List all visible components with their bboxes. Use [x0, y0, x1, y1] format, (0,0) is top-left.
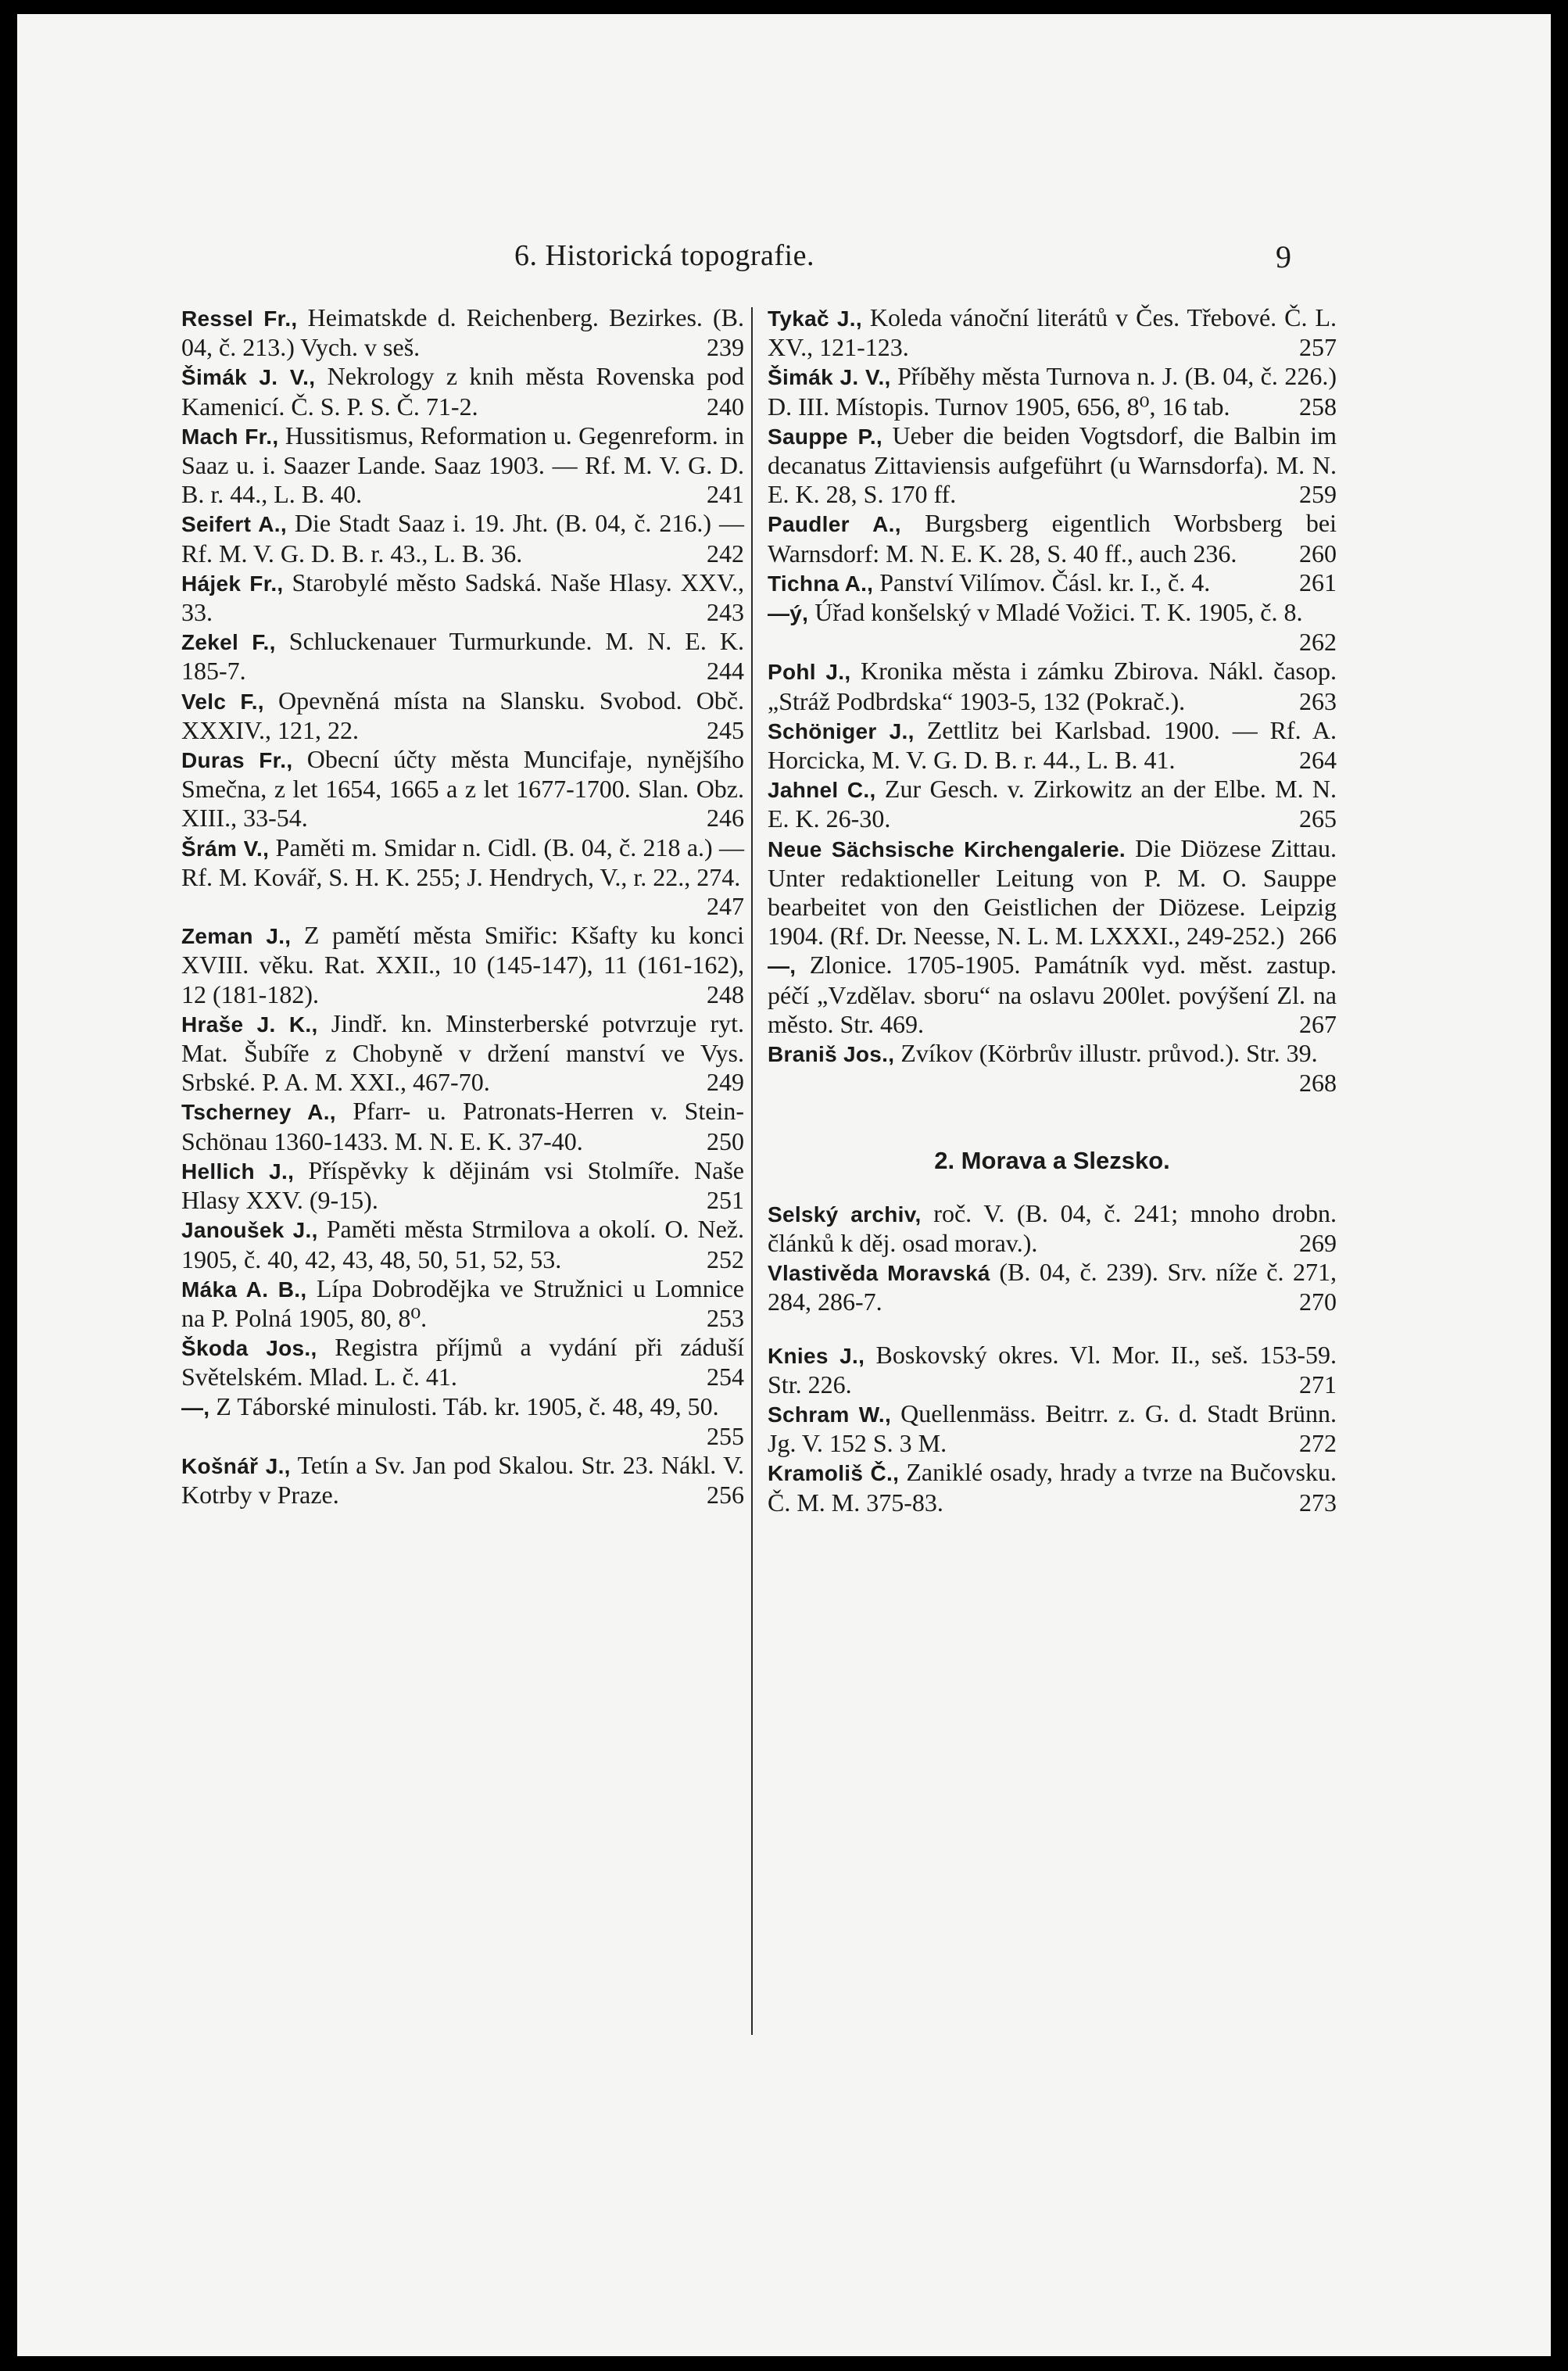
entry-number: 258 [1299, 392, 1337, 421]
entry-number: 271 [1299, 1370, 1337, 1399]
entry-author: Pohl J., [768, 660, 851, 685]
entry-author: Šrám V., [181, 836, 270, 861]
entry-number: 248 [707, 980, 744, 1008]
entry-number: 253 [707, 1303, 744, 1332]
running-title: 6. Historická topografie. [514, 239, 814, 272]
bibliography-entry [181, 686, 744, 745]
bibliography-entry [181, 1215, 744, 1273]
entry-text: (B. 04, č. 239). Srv. níže č. 271, 284, 286-7. [768, 1258, 1337, 1316]
bibliography-entry [181, 833, 744, 922]
entry-author: Schöniger J., [768, 718, 915, 743]
entry-number: 263 [1299, 686, 1337, 715]
entry-text: roč. V. (B. 04, č. 241; mnoho drobn. článků k děj. osad morav.). [768, 1198, 1337, 1257]
entry-number: 266 [1299, 922, 1337, 951]
entry-number: 268 [1299, 1069, 1337, 1098]
bibliography-entry [768, 951, 1337, 1039]
entry-text: Paměti města Strmilova a okolí. O. Než. 1905, č. 40, 42, 43, 48, 50, 51, 52, 53. [181, 1215, 745, 1273]
entry-author: Košnář J., [181, 1453, 291, 1478]
entry-number: 262 [1299, 628, 1337, 657]
entry-text: Boskovský okres. Vl. Mor. II., seš. 153-59. Str. 226. [768, 1340, 1337, 1399]
entry-text: Heimatskde d. Reichenberg. Bezirkes. (B. 04, č. 213.) Vych. v seš. [181, 303, 745, 362]
bibliography-entry [181, 921, 744, 1009]
entry-number: 256 [707, 1481, 744, 1510]
entry-text: Hussitismus, Reformation u. Gegenreform. in Saaz u. i. Saazer Lande. Saaz 1903. — Rf. M. V. G. D. B. r. 44., L. B. 40. [181, 421, 745, 509]
entry-author: Hájek Fr., [181, 571, 284, 596]
entry-author: —, [768, 954, 797, 979]
entry-text: Schluckenauer Turmurkunde. M. N. E. K. 185-7. [181, 627, 745, 686]
entry-number: 239 [707, 333, 744, 362]
entry-author: Schram W., [768, 1402, 892, 1427]
entry-text: Příspěvky k dějinám vsi Stolmíře. Naše Hlasy XXV. (9-15). [181, 1155, 745, 1215]
entry-author: Hraše J. K., [181, 1012, 318, 1037]
entry-text: Zaniklé osady, hrady a tvrze na Bučovsku. Č. M. M. 375-83. [768, 1458, 1337, 1517]
entry-author: Paudler A., [768, 512, 901, 537]
entry-author: Zeman J., [181, 924, 292, 949]
entry-author: Sauppe P., [768, 424, 882, 449]
bibliography-entry [181, 745, 744, 833]
running-header [17, 238, 1551, 285]
entry-number: 247 [707, 892, 744, 921]
entry-number: 240 [707, 392, 744, 421]
entry-text: Obecní účty města Muncifaje, nynějšího Smečna, z let 1654, 1665 a z let 1677-1700. Slan. Obz. XIII., 33-54. [181, 745, 744, 833]
entry-number: 245 [707, 715, 744, 744]
entry-author: Seifert A., [181, 512, 287, 537]
entry-author: Tichna A., [768, 571, 874, 596]
section-entries-a [768, 1199, 1337, 1317]
bibliography-entry [181, 1097, 744, 1155]
section-entries-b [768, 1341, 1337, 1517]
bibliography-entry [768, 775, 1337, 833]
entry-number: 257 [1299, 333, 1337, 362]
entry-author: Ressel Fr., [181, 306, 298, 331]
entry-author: Šimák J. V., [181, 365, 316, 390]
bibliography-entry [768, 1258, 1337, 1316]
bibliography-entry [181, 1156, 744, 1215]
entry-number: 255 [707, 1421, 744, 1450]
bibliography-entry [768, 598, 1337, 657]
entry-number: 265 [1299, 804, 1337, 833]
paper-sheet [17, 14, 1551, 2356]
bibliography-entry [768, 568, 1337, 598]
bibliography-entry [768, 362, 1337, 421]
entry-author: —ý, [768, 601, 809, 626]
section-spacer [768, 1317, 1337, 1341]
bibliography-entry [768, 421, 1337, 510]
entry-number: 261 [1299, 568, 1337, 596]
bibliography-entry [768, 716, 1337, 775]
entry-author: Škoda Jos., [181, 1336, 317, 1361]
entry-text: Kronika města i zámku Zbirova. Nákl. časop. „Stráž Podbrdska“ 1903-5, 132 (Pokrač.). [768, 657, 1337, 715]
entry-author: Šimák J. V., [768, 365, 891, 390]
entry-text: Die Stadt Saaz i. 19. Jht. (B. 04, č. 216.) — Rf. M. V. G. D. B. r. 43., L. B. 36. [181, 509, 745, 568]
entry-author: Knies J., [768, 1343, 865, 1368]
entry-text: Zettlitz bei Karlsbad. 1900. — Rf. A. Horcicka, M. V. G. D. B. r. 44., L. B. 41. [768, 715, 1337, 775]
entry-text: Registra příjmů a vydání při záduší Světelském. Mlad. L. č. 41. [181, 1333, 745, 1391]
bibliography-entry [181, 1009, 744, 1098]
bibliography-entry [181, 1392, 744, 1451]
bibliography-entry [181, 627, 744, 686]
bibliography-entry [768, 303, 1337, 362]
entry-number: 269 [1299, 1228, 1337, 1257]
entry-text: Zur Gesch. v. Zirkowitz an der Elbe. M. N. E. K. 26-30. [768, 775, 1337, 833]
entry-text: Paměti m. Smidar n. Cidl. (B. 04, č. 218 a.) — Rf. M. Kovář, S. H. K. 255; J. Hendrych, V., r. 22., 274. [181, 833, 745, 891]
entry-author: Hellich J., [181, 1159, 295, 1184]
entry-number: 249 [707, 1068, 744, 1097]
entry-text: Starobylé město Sadská. Naše Hlasy. XXV., 33. [181, 568, 744, 627]
section-heading: 2. Morava a Slezsko. [934, 1147, 1170, 1175]
bibliography-entry [181, 1333, 744, 1391]
entry-author: Kramoliš Č., [768, 1461, 900, 1486]
entry-text: Jindř. kn. Minsterberské potvrzuje ryt. Mat. Šubíře z Chobyně v držení manství ve Vys. Srbské. P. A. M. XXI., 467-70. [181, 1008, 744, 1097]
bibliography-entry [768, 834, 1337, 951]
entry-number: 244 [707, 657, 744, 686]
entry-number: 254 [707, 1363, 744, 1391]
entry-text: Z pamětí města Smiřic: Kšafty ku konci XVIII. věku. Rat. XXII., 10 (145-147), 11 (161-162), 12 (181-182). [181, 921, 744, 1008]
entry-author: Neue Sächsische Kirchengalerie. [768, 836, 1126, 861]
entry-text: Nekrology z knih města Rovenska pod Kamenicí. Č. S. P. S. Č. 71-2. [181, 362, 745, 421]
bibliography-entry [181, 362, 744, 421]
entry-number: 241 [707, 480, 744, 509]
page-number: 9 [1276, 239, 1291, 274]
entry-number: 242 [707, 539, 744, 568]
entry-number: 243 [707, 598, 744, 627]
entry-author: Zekel F., [181, 630, 276, 655]
entry-author: Selský archiv, [768, 1202, 922, 1227]
entry-number: 251 [707, 1186, 744, 1215]
right-column [768, 303, 1337, 1517]
entry-text: Burgsberg eigentlich Worbsberg bei Warnsdorf: M. N. E. K. 28, S. 40 ff., auch 236. [768, 509, 1337, 568]
entry-text: Ueber die beiden Vogtsdorf, die Balbin im decanatus Zittaviensis aufgeführt (u Warnsdorfa). M. N. E. K. 28, S. 170 ff. [768, 421, 1337, 509]
entry-number: 250 [707, 1126, 744, 1155]
entry-author: Máka A. B., [181, 1277, 307, 1302]
bibliography-entry [181, 1451, 744, 1510]
bibliography-entry [768, 1341, 1337, 1399]
entry-author: Duras Fr., [181, 748, 293, 773]
entry-number: 267 [1299, 1009, 1337, 1038]
entry-text: Quellenmäss. Beitrr. z. G. d. Stadt Brünn. Jg. V. 152 S. 3 M. [768, 1399, 1337, 1458]
left-column [181, 303, 744, 1510]
entry-author: Jahnel C., [768, 778, 876, 803]
entry-text: Zvíkov (Körbrův illustr. průvod.). Str. 39. [900, 1039, 1318, 1068]
right-column-entries [768, 303, 1337, 1098]
entry-text: Tetín a Sv. Jan pod Skalou. Str. 23. Nákl. V. Kotrby v Praze. [181, 1450, 744, 1510]
entry-text: Die Diözese Zittau. Unter redaktioneller Leitung von P. M. O. Sauppe bearbeitet von den Geistlichen der Diözese. Leipzig 1904. (Rf. Dr. Neesse, N. L. M. LXXXI., 249-252.) [768, 833, 1337, 951]
entry-text: Pfarr- u. Patronats-Herren v. Stein-Schönau 1360-1433. M. N. E. K. 37-40. [181, 1097, 745, 1155]
bibliography-entry [768, 657, 1337, 715]
entry-number: 259 [1299, 480, 1337, 509]
entry-author: Tscherney A., [181, 1100, 336, 1125]
entry-author: Braniš Jos., [768, 1042, 895, 1067]
entry-text: Lípa Dobrodějka ve Stružnici u Lomnice na P. Polná 1905, 80, 8⁰. [181, 1273, 745, 1332]
bibliography-entry [768, 1458, 1337, 1517]
entry-author: Velc F., [181, 689, 264, 714]
entry-author: Vlastivěda Moravská [768, 1261, 990, 1286]
entry-number: 246 [707, 804, 744, 833]
entry-number: 273 [1299, 1488, 1337, 1517]
entry-author: Mach Fr., [181, 424, 279, 449]
bibliography-entry [768, 1039, 1337, 1098]
entry-author: —, [181, 1395, 210, 1420]
bibliography-entry [181, 509, 744, 568]
bibliography-entry [181, 421, 744, 510]
bibliography-entry [181, 1274, 744, 1333]
bibliography-entry [768, 509, 1337, 568]
entry-text: Úřad konšelský v Mladé Vožici. T. K. 1905, č. 8. [814, 598, 1303, 627]
entry-author: Janoušek J., [181, 1218, 318, 1243]
bibliography-entry [181, 303, 744, 362]
entry-number: 264 [1299, 746, 1337, 775]
entry-number: 252 [707, 1245, 744, 1273]
entry-text: Opevněná místa na Slansku. Svobod. Obč. XXXIV., 121, 22. [181, 686, 745, 744]
entry-text: Zlonice. 1705-1905. Památník vyd. měst. zastup. péčí „Vzdělav. sboru“ na oslavu 200let. povýšení Zl. na město. Str. 469. [768, 951, 1337, 1038]
entry-number: 260 [1299, 539, 1337, 568]
entry-text: Příběhy města Turnova n. J. (B. 04, č. 226.) D. III. Místopis. Turnov 1905, 656, 8⁰, 16 tab. [768, 362, 1337, 421]
entry-author: Tykač J., [768, 306, 862, 331]
bibliography-entry [768, 1399, 1337, 1458]
entry-text: Panství Vilímov. Čásl. kr. I., č. 4. [879, 568, 1211, 596]
entry-number: 270 [1299, 1288, 1337, 1316]
bibliography-entry [181, 568, 744, 627]
entry-number: 272 [1299, 1429, 1337, 1458]
entry-text: Z Táborské minulosti. Táb. kr. 1905, č. 48, 49, 50. [216, 1391, 719, 1420]
entry-text: Koleda vánoční literátů v Čes. Třebové. Č. L. XV., 121-123. [768, 303, 1337, 362]
bibliography-entry [768, 1199, 1337, 1258]
column-divider [751, 307, 753, 2035]
